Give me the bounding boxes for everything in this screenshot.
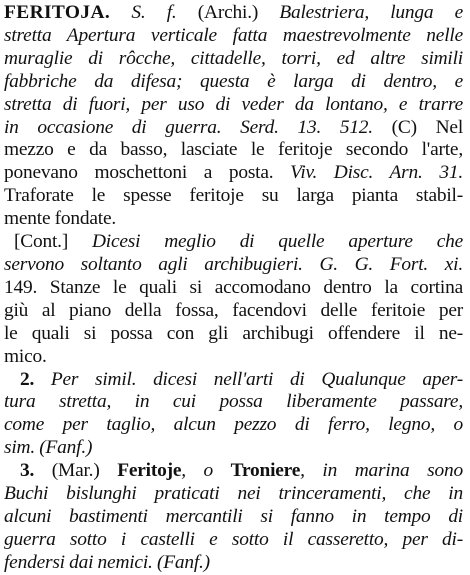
entry-feritoja [4,2,463,231]
example-line: le quali si possa con gli archibugi offendere il ne- [4,322,463,344]
citation: Serd. 13. 512. [240,116,373,138]
source: (Fanf.) [39,437,93,459]
field-label: (Mar.) [51,460,100,482]
example-line: mente fondate. [4,208,117,230]
term: Troniere [230,460,301,482]
definition-intro: Balestriera, lunga e [279,2,464,23]
definition-line: stretta Apertura verticale fatta maestrevolmente nelle [4,24,463,46]
definition-end: in occasione di guerra. [4,116,222,138]
cont-tag: [Cont.] [14,231,69,253]
example-end: ponevano moschettoni a posta. [4,162,274,184]
sense-2-line-1 [4,369,463,392]
example-line: Traforate le spesse feritoje su larga pianta stabil- [4,185,463,207]
sense-3-line-1 [4,460,463,483]
sense-end: sim. [4,437,35,459]
sense-intro: Per simil. [50,368,137,390]
example-line: 149. Stanze le quali si accomodano dentro la cortina [4,276,463,298]
example-line-cite [4,162,463,185]
cont-definition: Dicesi meglio di quelle aperture che [91,231,464,253]
sense-text: , in marina sono [300,460,463,482]
example-line: mezzo e da basso, lasciate le feritoje secondo l'arte, [4,139,463,161]
sense-number: 3. [20,460,35,482]
sense-line: guerra sotto i castelli e sotto il casseretto, per di- [4,528,463,550]
sense-text: dicesi nell'arti di Qualunque aper- [153,368,464,390]
crusca-mark: (C) [391,116,417,138]
entry-cont [4,231,463,368]
definition-line: fabbriche da difesa; questa è larga di dentro, e [4,70,463,92]
sense-2 [4,369,463,461]
sense-line-last [4,552,463,575]
sense-end: fendersi dai nemici. [4,551,153,573]
headword: FERITOJA. [4,2,111,23]
cont-line-1 [4,231,463,254]
sense-line: alcuni bastimenti mercantili si fanno in tempo di [4,505,463,527]
example-line: mico. [4,345,47,367]
conjunction: , o [181,460,214,482]
citation: G. G. Fort. xi. [319,253,463,275]
sense-line: come per taglio, alcun pezzo di ferro, legno, o [4,414,463,436]
source: (Fanf.) [156,551,210,573]
sense-number: 2. [20,368,35,390]
definition-line: muraglie di rôcche, cittadelle, torri, ed altre simili [4,47,463,69]
sense-line: Buchi bislunghi praticati nei trinceramenti, che in [4,483,463,505]
definition-line: stretta di fuori, per uso di veder da lontano, e trarre [4,93,463,115]
term: Feritoje [117,460,182,482]
sense-line: tura stretta, in cui possa liberamente passare, [4,391,463,413]
part-of-speech: S. f. [131,2,177,23]
sense-3 [4,460,463,575]
example-line: giù al piano della fossa, facendovi delle feritoie per [4,299,463,321]
citation: Viv. Disc. Arn. 31. [290,162,463,184]
cont-line-2 [4,254,463,277]
field-label: (Archi.) [197,2,259,23]
example-start: Nel [435,116,464,138]
cont-definition-end: servono soltanto agli archibugieri. [4,253,303,275]
sense-line-last [4,437,463,460]
definition-line-cite [4,117,463,140]
entry-line-1 [4,2,463,25]
